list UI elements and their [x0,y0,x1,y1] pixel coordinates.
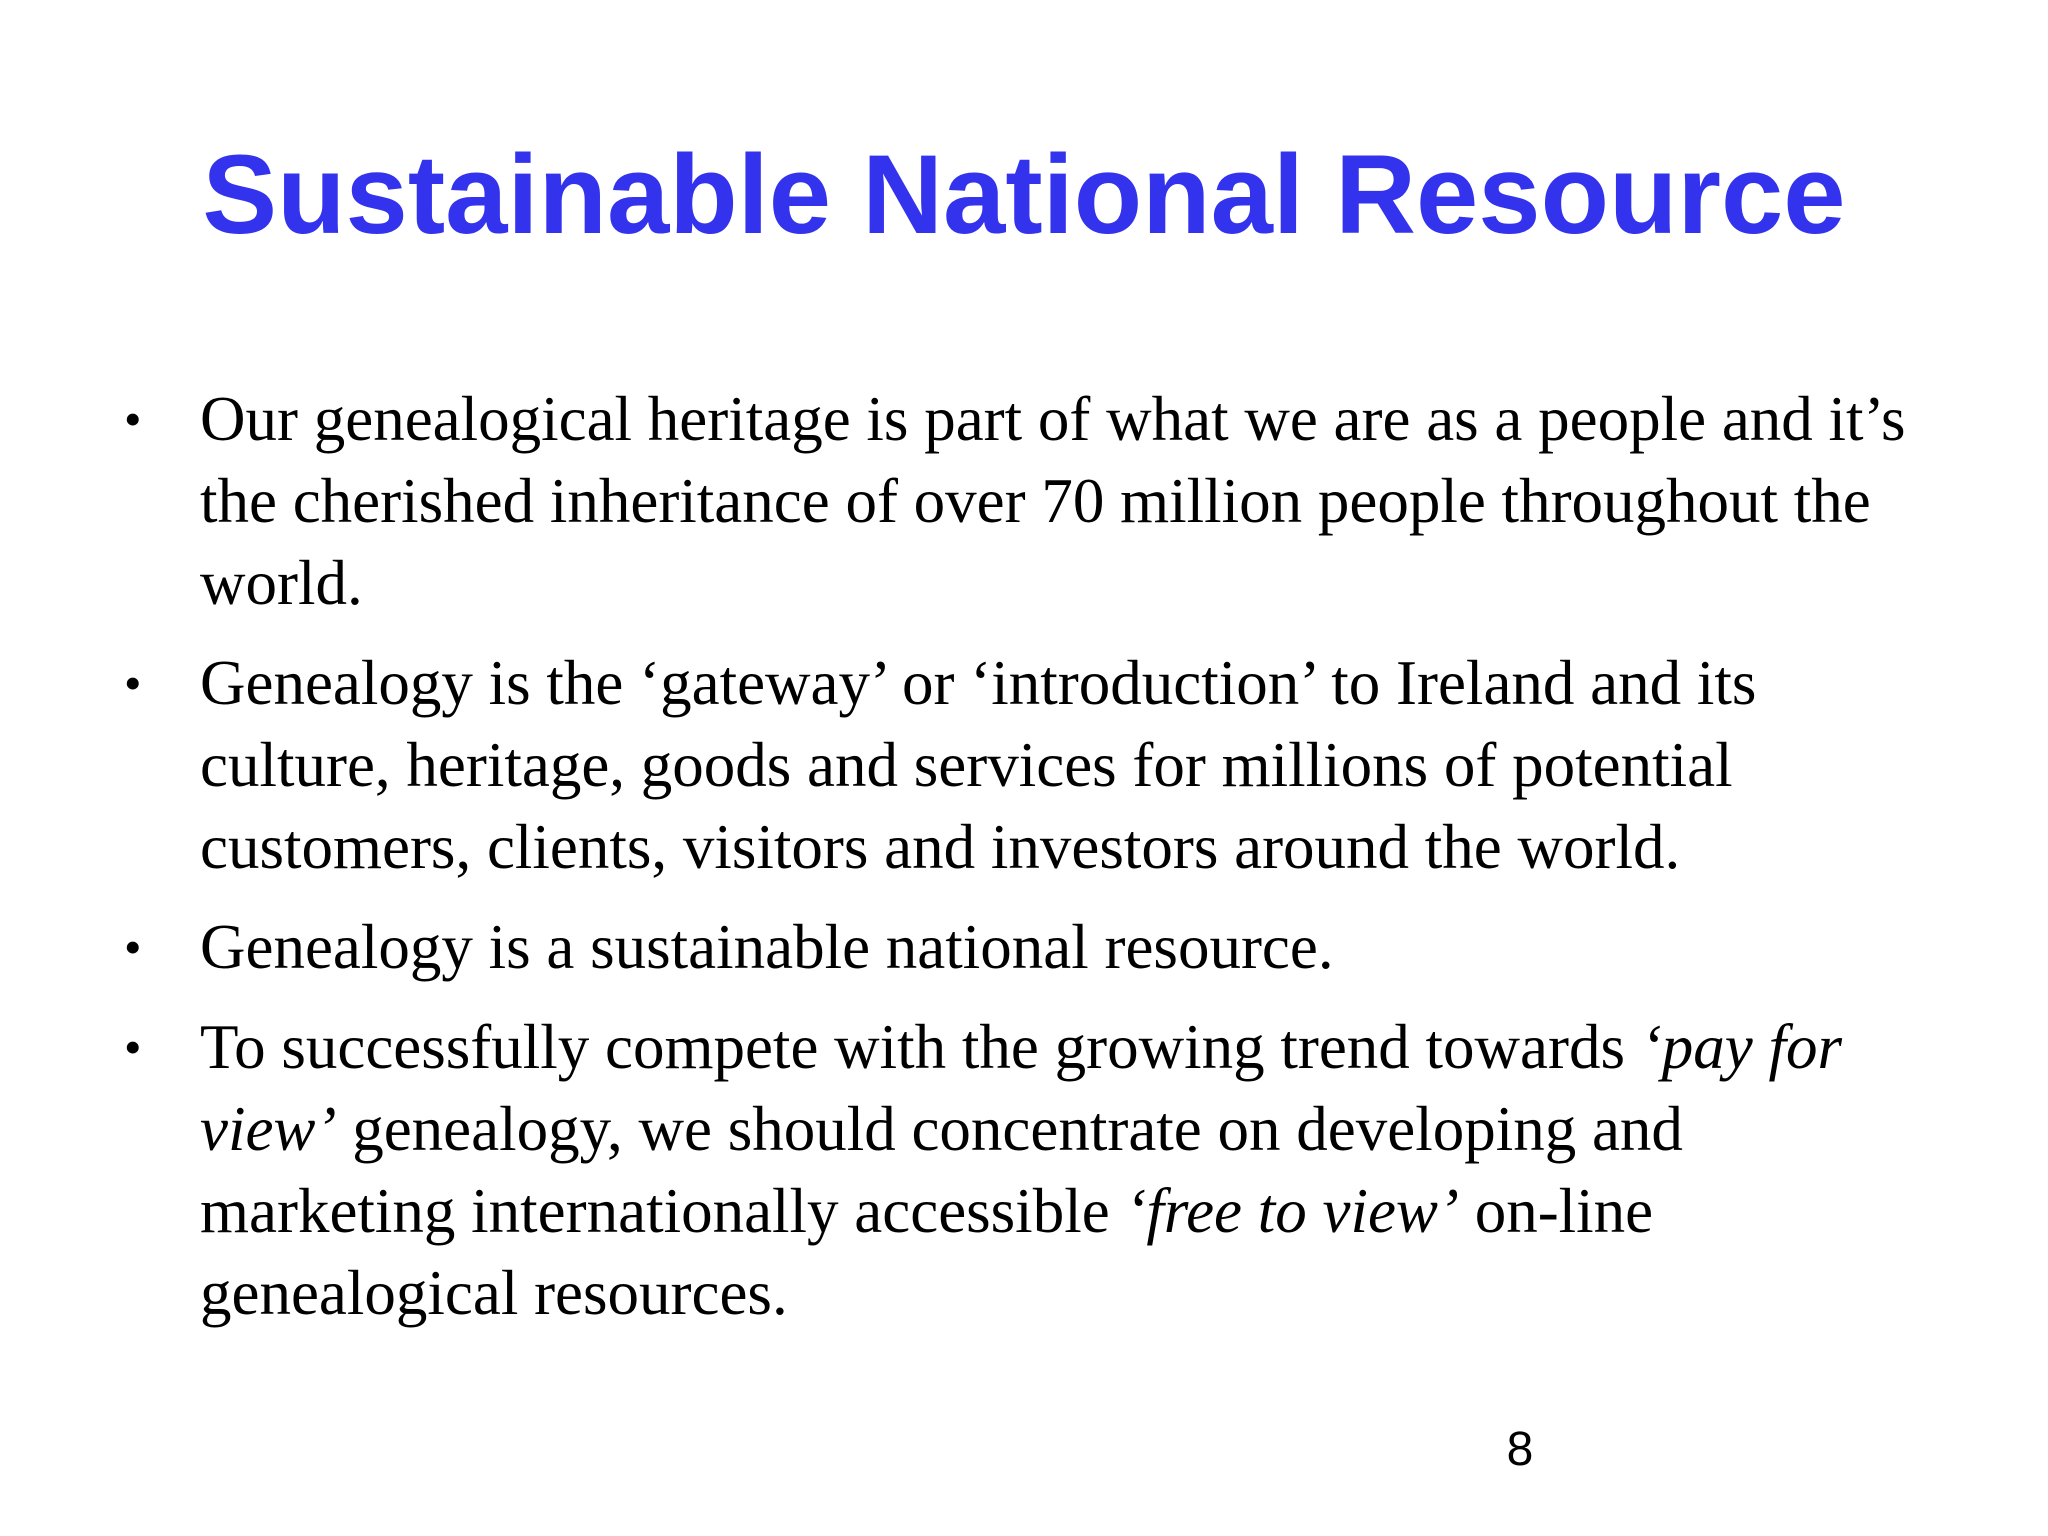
bullet-item [120,378,1940,624]
slide-title: Sustainable National Resource [202,132,1846,257]
bullet-icon: • [124,1019,142,1075]
bullet-item [120,642,1940,888]
bullet-text [200,1012,1842,1328]
bullet-icon: • [124,919,142,975]
page-number: 8 [1506,1423,1534,1476]
bullet-text: Our genealogical heritage is part of what we are as a people and it’s the cherished inheritance of over 70 million people throughout the world. [200,384,1906,618]
bullet-text-segment: genealogy, we should concentrate on developing and marketing internationally accessible [200,1094,1683,1246]
bullet-text-segment: To successfully compete with the growing trend towards [200,1012,1641,1082]
bullet-text-italic: ‘free to view’ [1125,1176,1459,1246]
bullet-text: Genealogy is a sustainable national resource. [200,912,1334,982]
bullet-item [120,1006,1940,1334]
bullet-text-segment: on-line genealogical resources. [200,1176,1654,1328]
bullet-icon: • [124,391,142,447]
bullet-icon: • [124,655,142,711]
bullet-item [120,906,1940,988]
bullet-list [120,378,1940,1352]
bullet-text-italic: ‘pay for view’ [200,1012,1842,1164]
bullet-text: Genealogy is the ‘gateway’ or ‘introduction’ to Ireland and its culture, heritage, goods and services for millions of potential customers, clients, visitors and investors around the world. [200,648,1757,882]
